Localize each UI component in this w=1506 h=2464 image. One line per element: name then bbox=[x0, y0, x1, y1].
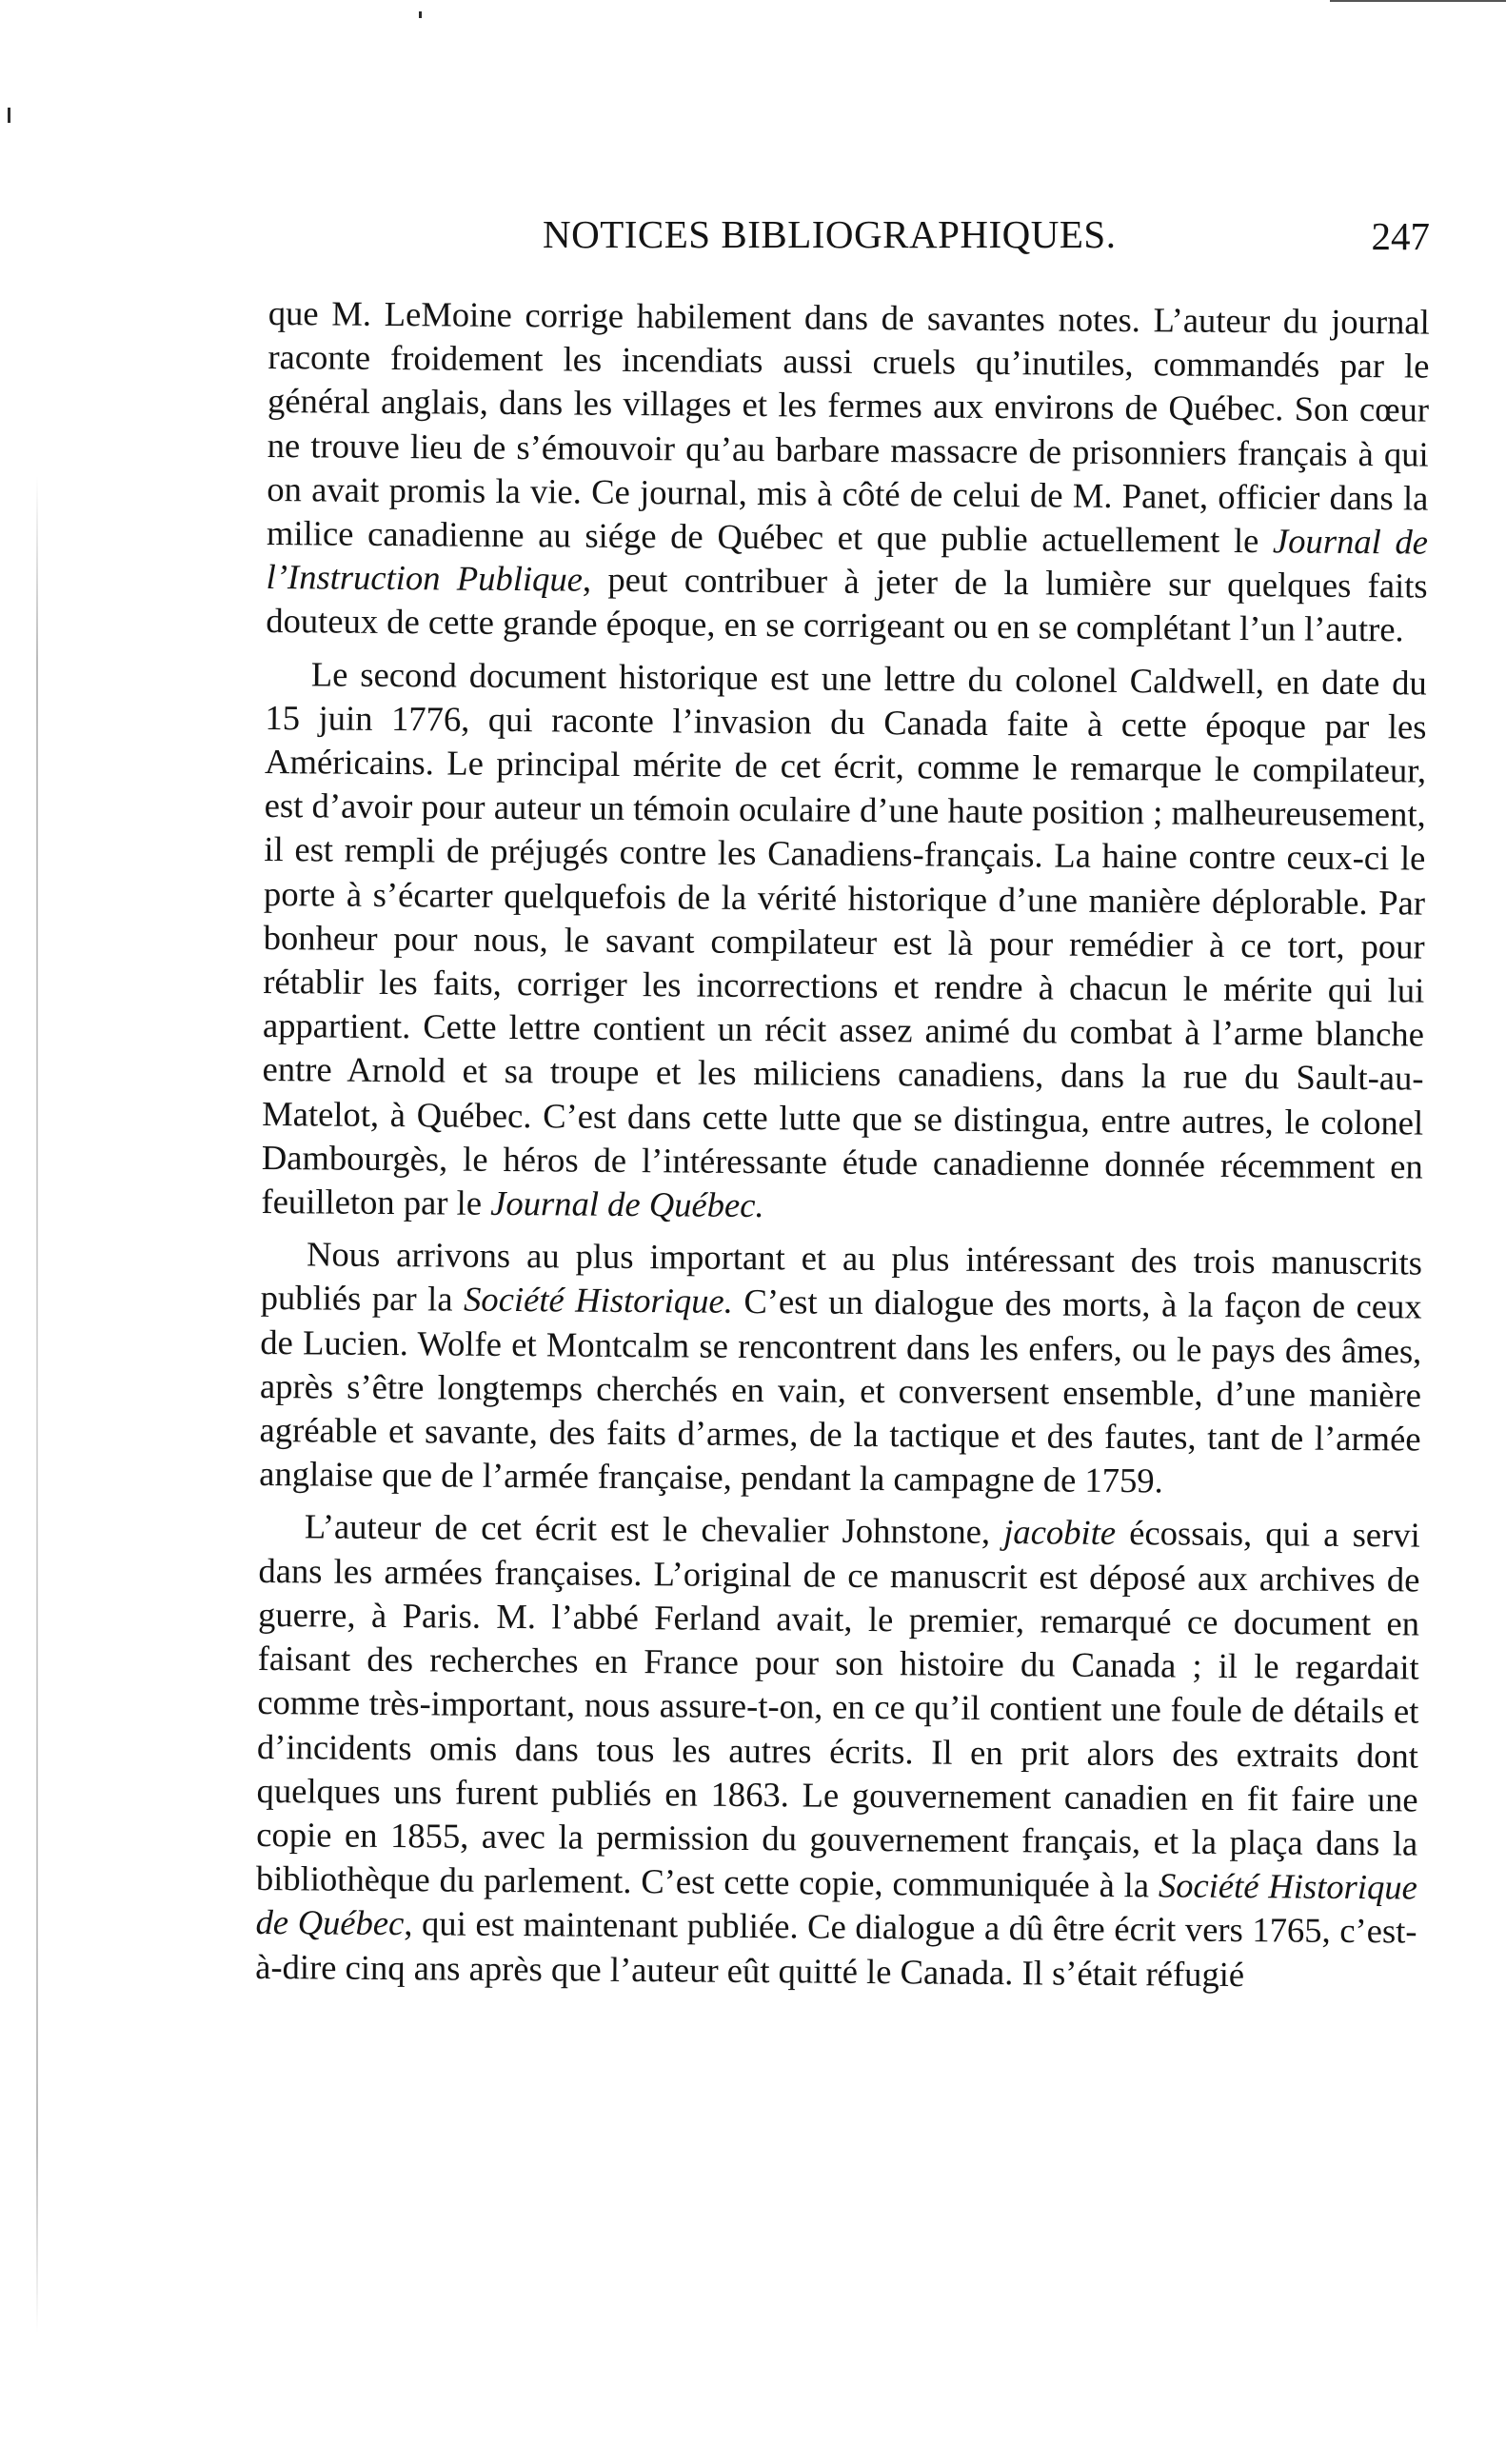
text-run: , qui est maintenant publiée. Ce dialogue a dû être écrit vers 1765, c’est-à-dire cinq ans après que l’auteur eût quitté le Canada. Il s’était réfugié bbox=[255, 1903, 1417, 1994]
paragraph bbox=[266, 291, 1430, 652]
italic-word: jacobite bbox=[1003, 1512, 1117, 1553]
body-text bbox=[255, 291, 1430, 1997]
corner-rule bbox=[1330, 0, 1506, 2]
text-run: Le second document historique est une lettre du colonel Caldwell, en date du 15 juin 1776, qui raconte l’invasion du Canada faite à cette époque par les Américains. Le principal mérite de cet écrit, comme le remarque le compilateur, est d’avoir pour auteur un témoin oculaire d’une haute position ; malheureusement, il est rempli de préjugés contre les Canadiens-français. La haine contre ceux-ci le porte à s’écarter quelquefois de la vérité historique d’une manière déplorable. Par bonheur pour nous, le savant compilateur est là pour remédier à ce tort, pour rétablir les faits, corriger les incorrections et rendre à chacun le mérite qui lui appartient. Cette lettre contient un récit assez animé du combat à l’arme blanche entre Arnold et sa troupe et les miliciens canadiens, dans la rue du Sault-au-Matelot, à Québec. C’est dans cette lutte que se distingua, entre autres, le colonel Dambourgès, le héros de l’intéressante étude canadienne donnée récemment en feuilleton par le bbox=[261, 653, 1427, 1222]
text-run: écossais, qui a servi dans les armées françaises. L’original de ce manuscrit est déposé aux archives de guerre, à Paris. M. l’abbé Ferland avait, le premier, remarqué ce document en faisant des recherches en France pour son histoire du Canada ; il le regardait comme très-important, nous assure-t-on, en ce qu’il contient une foule de détails et d’incidents omis dans tous les autres écrits. Il en prit alors des extraits dont quelques uns furent publiés en 1863. Le gouvernement canadien en fit faire une copie en 1855, avec la permission du gouvernement français, et la plaça dans la bibliothèque du parlement. C’est cette copie, communiquée à la bbox=[255, 1513, 1420, 1905]
page-number: 247 bbox=[1371, 214, 1430, 258]
page-header bbox=[267, 211, 1430, 268]
paragraph bbox=[255, 1504, 1420, 1997]
page-edge-shadow bbox=[36, 476, 38, 2333]
text-run: Nous arrivons au plus important et au plus intéressant des trois manuscrits publiés par la bbox=[260, 1234, 1423, 1320]
text-run: , peut contribuer à jeter de la lumière sur quelques faits douteux de cette grande époque, en se corrigeant ou en se complétant l’un l’autre. bbox=[266, 559, 1428, 649]
stray-mark-left bbox=[8, 108, 10, 123]
text-run: C’est un dialogue des morts, à la façon de ceux de Lucien. Wolfe et Montcalm se rencontrent dans les enfers, ou le pays des âmes, après s’être longtemps cherchés en vain, et conversent ensemble, d’une manière agréable et savante, des faits d’armes, de la tactique et des fautes, tant de l’armée anglaise que de l’armée française, pendant la campagne de 1759. bbox=[259, 1282, 1422, 1500]
text-run: L’auteur de cet écrit est le chevalier Johnstone, bbox=[304, 1506, 1004, 1552]
stray-mark-top bbox=[419, 11, 422, 18]
italic-title: Journal de l’Instruction Publique bbox=[266, 521, 1429, 599]
italic-title: Société Historique. bbox=[463, 1280, 734, 1321]
running-title: NOTICES BIBLIOGRAPHIQUES. bbox=[543, 212, 1117, 256]
italic-title: Société Historique de Québec bbox=[255, 1865, 1418, 1943]
paragraph bbox=[261, 652, 1427, 1233]
text-run: que M. LeMoine corrige habilement dans de savantes notes. L’auteur du journal raconte froidement les incendiats aussi cruels qu’inutiles, commandés par le général anglais, dans les villages et les fermes aux environs de Québec. Son cœur ne trouve lieu de s’émouvoir qu’au barbare massacre de prisonniers français à qui on avait promis la vie. Ce journal, mis à côté de celui de M. Panet, officier dans la milice canadienne au siége de Québec et que publie actuellement le bbox=[266, 292, 1430, 561]
italic-title: Journal de Québec. bbox=[490, 1182, 764, 1225]
paragraph bbox=[259, 1232, 1422, 1505]
